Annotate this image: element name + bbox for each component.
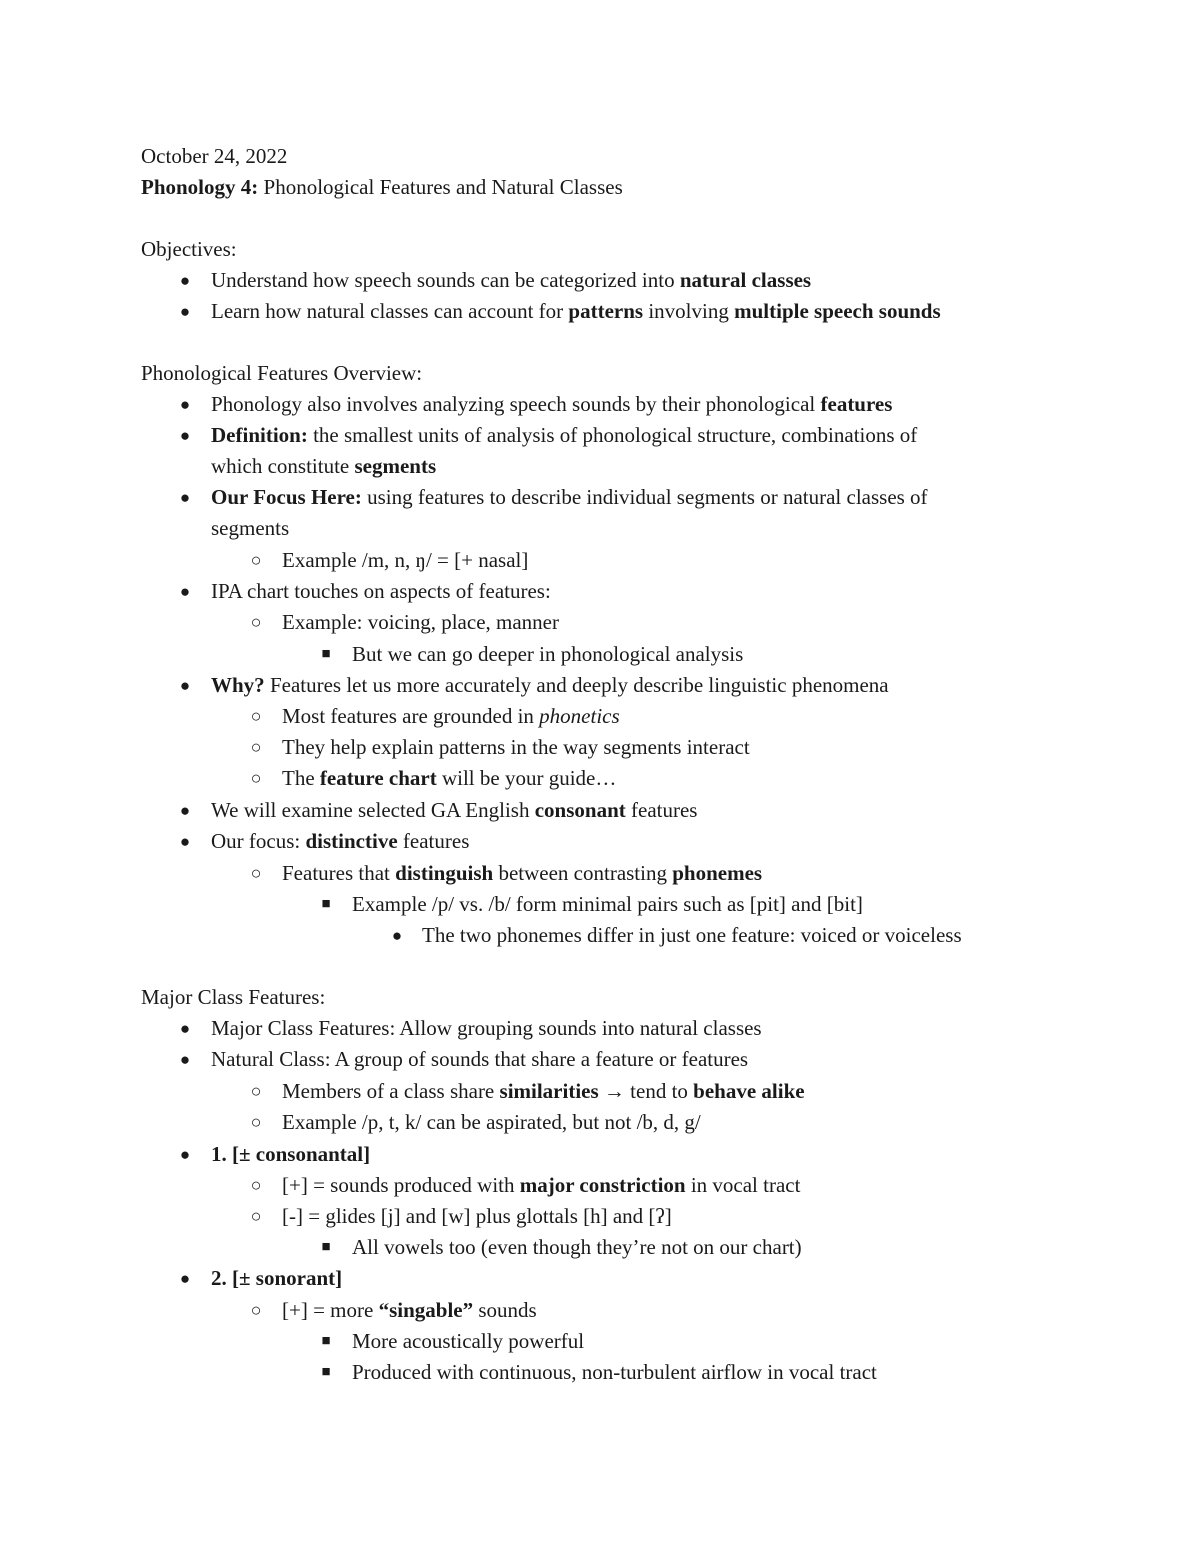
list-item: Our focus: distinctive features	[211, 829, 470, 853]
bullet-square-icon: ■	[321, 1364, 331, 1380]
list-item: All vowels too (even though they’re not on our chart)	[352, 1235, 802, 1259]
list-item: Natural Class: A group of sounds that share a feature or features	[211, 1047, 749, 1071]
major-class-heading: Major Class Features:	[141, 985, 326, 1009]
bullet-circle-icon: ○	[250, 550, 262, 570]
list-item-continued: which constitute segments	[211, 454, 437, 478]
list-item: Our Focus Here: using features to describe individual segments or natural classes of	[211, 485, 928, 509]
bullet-circle-icon: ○	[250, 612, 262, 632]
list-item: The two phonemes differ in just one feature: voiced or voiceless	[422, 923, 962, 947]
feature-heading: 1. [± consonantal]	[211, 1142, 371, 1166]
bullet-disc-icon: ●	[179, 1145, 191, 1164]
list-item: Most features are grounded in phonetics	[282, 704, 620, 728]
list-item: The feature chart will be your guide…	[282, 766, 617, 790]
bullet-disc-icon: ●	[179, 426, 191, 445]
bullet-circle-icon: ○	[250, 1300, 262, 1320]
bullet-square-icon: ■	[321, 646, 331, 662]
bullet-disc-icon: ●	[179, 271, 191, 290]
bullet-circle-icon: ○	[250, 1175, 262, 1195]
bullet-disc-icon: ●	[179, 488, 191, 507]
bullet-square-icon: ■	[321, 896, 331, 912]
page-title: Phonology 4: Phonological Features and Natural Classes	[141, 175, 623, 199]
list-item: But we can go deeper in phonological analysis	[352, 642, 744, 666]
bullet-disc-icon: ●	[179, 1050, 191, 1069]
bullet-disc-icon: ●	[179, 395, 191, 414]
bullet-disc-icon: ●	[179, 582, 191, 601]
overview-heading: Phonological Features Overview:	[141, 361, 423, 385]
list-item: Example: voicing, place, manner	[282, 610, 559, 634]
objective-item: Learn how natural classes can account for patterns involving multiple speech sounds	[211, 299, 941, 323]
list-item: Phonology also involves analyzing speech sounds by their phonological features	[211, 392, 893, 416]
bullet-disc-icon: ●	[179, 302, 191, 321]
list-item: Example /p/ vs. /b/ form minimal pairs such as [pit] and [bit]	[352, 892, 863, 916]
bullet-circle-icon: ○	[250, 863, 262, 883]
list-item: [+] = more “singable” sounds	[282, 1298, 537, 1322]
list-item: Example /p, t, k/ can be aspirated, but not /b, d, g/	[282, 1110, 701, 1134]
list-item: Features that distinguish between contrasting phonemes	[282, 861, 763, 885]
bullet-circle-icon: ○	[250, 706, 262, 726]
bullet-disc-icon: ●	[179, 832, 191, 851]
list-item: IPA chart touches on aspects of features:	[211, 579, 551, 603]
bullet-circle-icon: ○	[250, 737, 262, 757]
list-item: [-] = glides [j] and [w] plus glottals [h] and [ʔ]	[282, 1204, 672, 1228]
list-item: Members of a class share similarities → tend to behave alike	[282, 1079, 805, 1103]
list-item: Why? Features let us more accurately and deeply describe linguistic phenomena	[211, 673, 889, 697]
objective-item: Understand how speech sounds can be categorized into natural classes	[211, 268, 812, 292]
list-item: They help explain patterns in the way segments interact	[282, 735, 750, 759]
bullet-disc-icon: ●	[179, 1269, 191, 1288]
feature-heading: 2. [± sonorant]	[211, 1266, 343, 1290]
list-item: We will examine selected GA English consonant features	[211, 798, 698, 822]
list-item: Produced with continuous, non-turbulent airflow in vocal tract	[352, 1360, 877, 1384]
bullet-circle-icon: ○	[250, 1081, 262, 1101]
bullet-disc-icon: ●	[179, 1019, 191, 1038]
bullet-circle-icon: ○	[250, 1112, 262, 1132]
list-item: Example /m, n, ŋ/ = [+ nasal]	[282, 548, 529, 572]
objectives-heading: Objectives:	[141, 237, 237, 261]
list-item: Major Class Features: Allow grouping sounds into natural classes	[211, 1016, 762, 1040]
bullet-disc-icon: ●	[179, 676, 191, 695]
bullet-disc-icon: ●	[391, 926, 403, 945]
bullet-square-icon: ■	[321, 1239, 331, 1255]
bullet-disc-icon: ●	[179, 801, 191, 820]
list-item: [+] = sounds produced with major constriction in vocal tract	[282, 1173, 801, 1197]
list-item: More acoustically powerful	[352, 1329, 585, 1353]
bullet-circle-icon: ○	[250, 1206, 262, 1226]
list-item: Definition: the smallest units of analysis of phonological structure, combinations of	[211, 423, 918, 447]
date-line: October 24, 2022	[141, 144, 288, 168]
list-item-continued: segments	[211, 516, 290, 540]
bullet-square-icon: ■	[321, 1333, 331, 1349]
bullet-circle-icon: ○	[250, 768, 262, 788]
